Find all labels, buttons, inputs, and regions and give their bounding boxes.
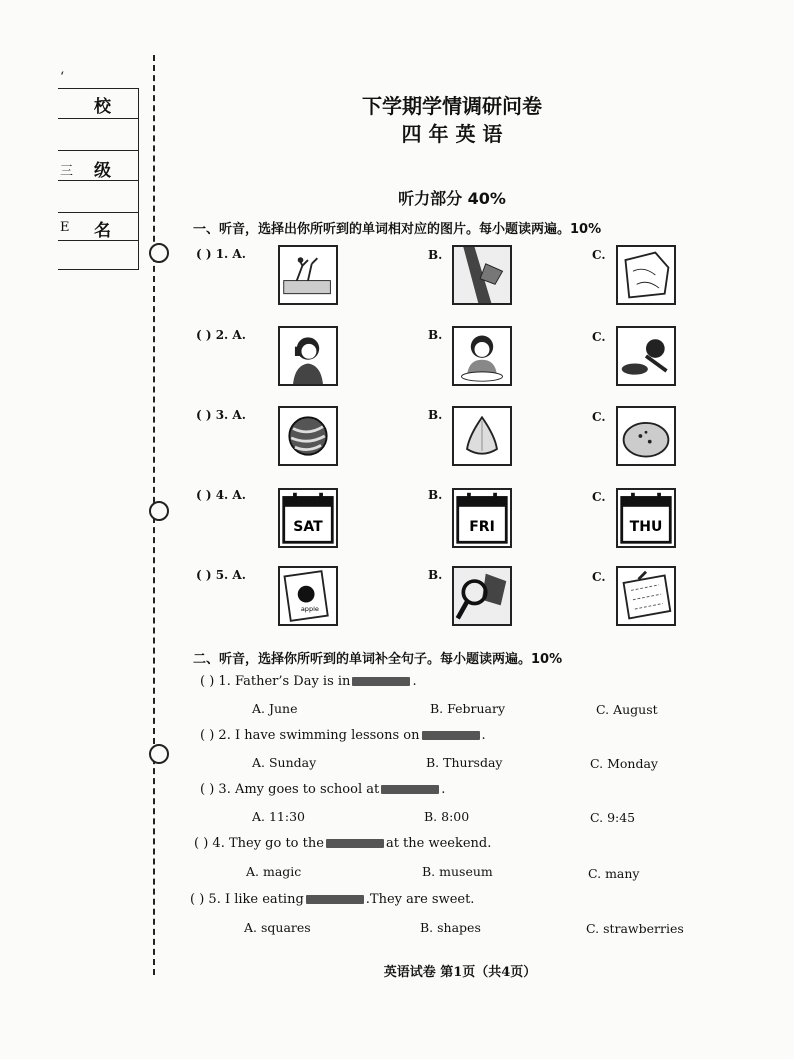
binding-divider bbox=[58, 212, 138, 213]
answer-blank bbox=[326, 839, 384, 848]
calendar-day-label: FRI bbox=[469, 519, 495, 536]
answer-blank bbox=[352, 677, 410, 686]
binding-mark: ‘ bbox=[60, 70, 65, 85]
school-label: 校 bbox=[94, 97, 111, 117]
section2-heading: 二、听音，选择你所听到的单词补全句子。每小题读两遍。10% bbox=[193, 652, 563, 667]
sentence-question bbox=[200, 728, 486, 743]
choice-c[interactable]: C. Monday bbox=[590, 756, 658, 771]
sentence-question bbox=[194, 836, 491, 851]
choice-a[interactable]: A. June bbox=[252, 701, 298, 716]
option-label: C. bbox=[592, 490, 606, 504]
ground-plant-icon[interactable] bbox=[278, 245, 338, 305]
choice-c[interactable]: C. strawberries bbox=[586, 921, 684, 936]
option-label: C. bbox=[592, 570, 606, 584]
sentence-text: 4. They go to the bbox=[212, 836, 324, 851]
calendar-day-label: THU bbox=[629, 519, 663, 536]
choice-c[interactable]: C. August bbox=[596, 702, 658, 717]
sentence-text: 2. I have swimming lessons on bbox=[218, 728, 420, 743]
sentence-text: . bbox=[481, 728, 486, 743]
sentence-text: . bbox=[441, 782, 446, 797]
choice-b[interactable]: B. 8:00 bbox=[424, 809, 470, 824]
page-title: 下学期学情调研问卷 bbox=[362, 94, 542, 118]
answer-blank bbox=[381, 785, 439, 794]
sentence-text: at the weekend. bbox=[385, 836, 492, 851]
binding-divider bbox=[58, 150, 138, 151]
choice-b[interactable]: B. shapes bbox=[420, 920, 481, 935]
choice-c[interactable]: C. 9:45 bbox=[590, 810, 636, 825]
option-label: C. bbox=[592, 330, 606, 344]
answer-paren[interactable]: ( ) bbox=[190, 892, 205, 907]
watermelon-icon[interactable] bbox=[278, 406, 338, 466]
calendar-day-label: SAT bbox=[293, 519, 323, 536]
choice-a[interactable]: A. squares bbox=[244, 920, 311, 935]
question-number: ( ) 1. A. bbox=[196, 247, 246, 261]
choice-c[interactable]: C. many bbox=[588, 866, 640, 881]
sentence-text: 1. Father’s Day is in bbox=[218, 674, 351, 689]
option-label: B. bbox=[428, 328, 443, 342]
sentence-question bbox=[200, 674, 417, 689]
question-number: ( ) 3. A. bbox=[196, 408, 246, 422]
sentence-text: 5. I like eating bbox=[208, 892, 304, 907]
choice-a[interactable]: A. Sunday bbox=[252, 755, 317, 770]
option-label: B. bbox=[428, 408, 443, 422]
choice-a[interactable]: A. 11:30 bbox=[252, 809, 305, 824]
option-label: B. bbox=[428, 248, 443, 262]
answer-blank bbox=[422, 731, 480, 740]
question-number: ( ) 5. A. bbox=[196, 568, 246, 582]
binding-edge-char: E bbox=[60, 220, 70, 235]
answer-paren[interactable]: ( ) bbox=[200, 728, 215, 743]
listening-title: 听力部分 40% bbox=[398, 189, 506, 208]
binding-hole bbox=[149, 243, 169, 263]
magnifier-icon[interactable] bbox=[452, 566, 512, 626]
name-label: 名 bbox=[94, 221, 111, 241]
option-label: B. bbox=[428, 488, 443, 502]
boy-eating-icon[interactable] bbox=[616, 326, 676, 386]
option-label: C. bbox=[592, 410, 606, 424]
sentence-text: .They are sweet. bbox=[365, 892, 475, 907]
map-icon[interactable] bbox=[616, 566, 676, 626]
calendar-thu-icon[interactable] bbox=[616, 488, 676, 548]
girl-phone-icon[interactable] bbox=[278, 326, 338, 386]
sentence-question bbox=[200, 782, 445, 797]
choice-b[interactable]: B. Thursday bbox=[426, 755, 503, 770]
answer-blank bbox=[306, 895, 364, 904]
bag-icon[interactable] bbox=[616, 245, 676, 305]
lemon-icon[interactable] bbox=[616, 406, 676, 466]
option-label: C. bbox=[592, 248, 606, 262]
choice-b[interactable]: B. museum bbox=[422, 864, 493, 879]
dumpling-icon[interactable] bbox=[452, 406, 512, 466]
binding-edge-char: 三 bbox=[60, 164, 74, 179]
class-label: 级 bbox=[94, 161, 111, 181]
option-label: B. bbox=[428, 568, 443, 582]
girl-eating-icon[interactable] bbox=[452, 326, 512, 386]
sentence-text: 3. Amy goes to school at bbox=[218, 782, 380, 797]
choice-b[interactable]: B. February bbox=[430, 701, 506, 716]
binding-hole bbox=[149, 744, 169, 764]
tree-climb-icon[interactable] bbox=[452, 245, 512, 305]
answer-paren[interactable]: ( ) bbox=[200, 782, 215, 797]
calendar-fri-icon[interactable] bbox=[452, 488, 512, 548]
question-number: ( ) 2. A. bbox=[196, 328, 246, 342]
apple-card-icon[interactable] bbox=[278, 566, 338, 626]
choice-a[interactable]: A. magic bbox=[246, 864, 302, 879]
answer-paren[interactable]: ( ) bbox=[200, 674, 215, 689]
calendar-sat-icon[interactable] bbox=[278, 488, 338, 548]
sentence-text: . bbox=[412, 674, 417, 689]
page-footer: 英语试卷 第1页（共4页） bbox=[383, 965, 537, 980]
page-subtitle: 四 年 英 语 bbox=[401, 122, 503, 146]
sentence-question bbox=[190, 892, 474, 907]
answer-paren[interactable]: ( ) bbox=[194, 836, 209, 851]
section1-heading: 一、听音，选择出你所听到的单词相对应的图片。每小题读两遍。10% bbox=[193, 222, 602, 237]
binding-hole bbox=[149, 501, 169, 521]
question-number: ( ) 4. A. bbox=[196, 488, 246, 502]
card-word: apple bbox=[300, 604, 319, 613]
